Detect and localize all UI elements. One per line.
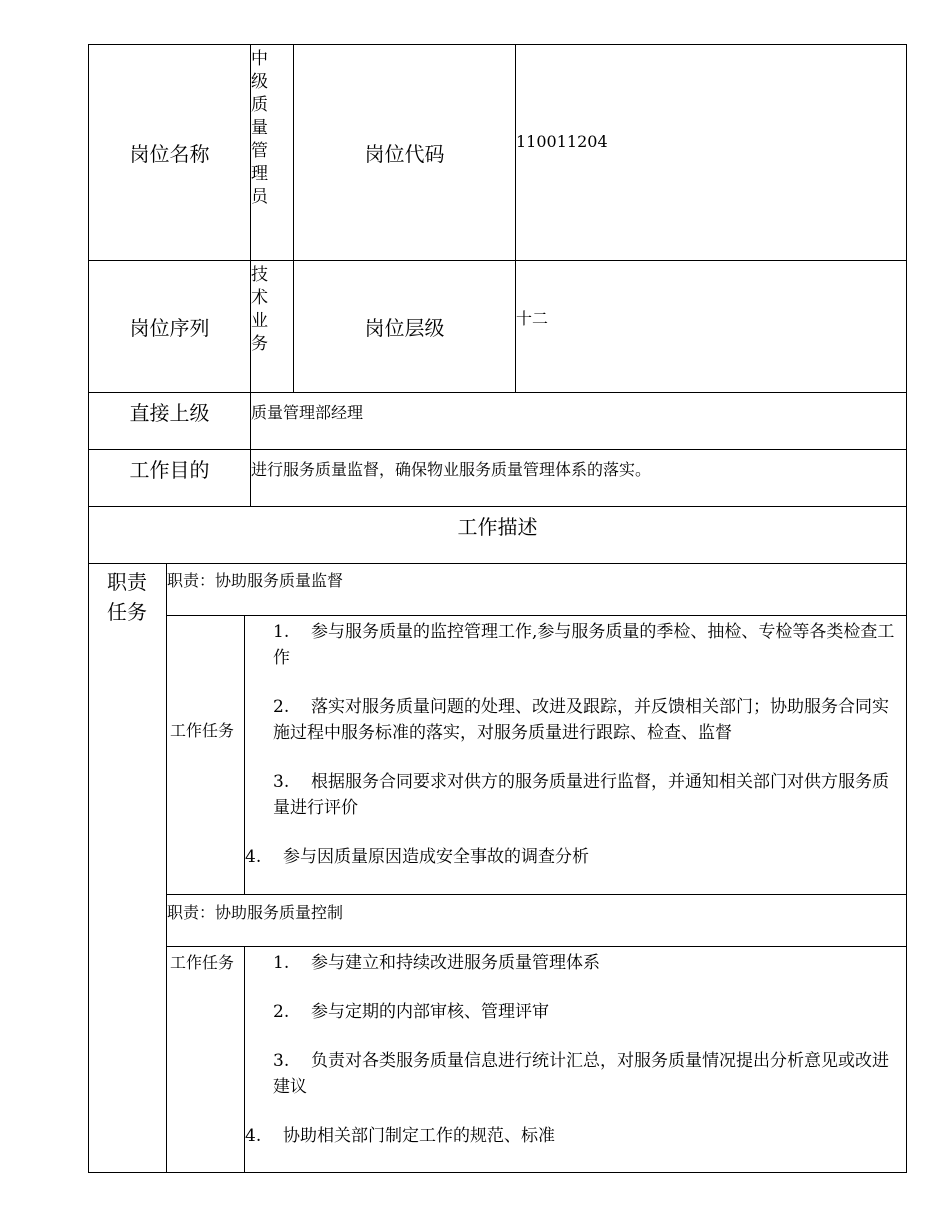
task-text: 负责对各类服务质量信息进行统计汇总，对服务质量情况提出分析意见或改进建议 [273, 1051, 889, 1097]
duties-label: 职责任务 [107, 570, 147, 624]
task-number: 4. [245, 1126, 262, 1146]
table-border-bottom [88, 1172, 907, 1173]
row-divider [166, 615, 907, 616]
task-number: 3. [273, 1051, 290, 1071]
list-item [245, 769, 897, 821]
task-number: 4. [245, 847, 262, 867]
task-text: 根据服务合同要求对供方的服务质量进行监督，并通知相关部门对供方服务质量进行评价 [273, 772, 889, 818]
purpose-value: 进行服务质量监督，确保物业服务质量管理体系的落实。 [251, 460, 652, 479]
duty-heading: 职责：协助服务质量监督 [167, 571, 344, 590]
post-series-label: 岗位序列 [129, 316, 210, 340]
row-divider [166, 946, 907, 947]
task-text: 参与因质量原因造成安全事故的调查分析 [283, 847, 589, 867]
task-number: 1. [273, 622, 290, 642]
list-item [245, 1123, 897, 1149]
list-item [245, 999, 897, 1025]
task-number: 3. [273, 772, 290, 792]
post-level-value: 十二 [516, 309, 549, 328]
purpose-label: 工作目的 [129, 457, 210, 482]
task-label: 工作任务 [170, 953, 235, 972]
list-item [245, 844, 897, 870]
task-number: 2. [273, 1002, 290, 1022]
task-text: 参与服务质量的监控管理工作,参与服务质量的季检、抽检、专检等各类检查工作 [273, 622, 895, 668]
task-text: 落实对服务质量问题的处理、改进及跟踪，并反馈相关部门；协助服务合同实施过程中服务标准的落实，对服务质量进行跟踪、检查、监督 [273, 697, 889, 743]
task-text: 协助相关部门制定工作的规范、标准 [283, 1126, 555, 1146]
list-item [245, 1048, 897, 1100]
work-description-title: 工作描述 [457, 514, 538, 539]
post-code-label: 岗位代码 [364, 142, 445, 166]
duty-heading: 职责：协助服务质量控制 [167, 903, 344, 922]
column-divider [166, 563, 167, 1173]
post-series-value: 技术业务 [251, 265, 268, 354]
task-text: 参与建立和持续改进服务质量管理体系 [311, 953, 600, 973]
post-level-label: 岗位层级 [364, 316, 445, 340]
superior-label: 直接上级 [129, 400, 210, 425]
column-divider [515, 44, 516, 393]
task-list [245, 619, 897, 893]
task-number: 1. [273, 953, 290, 973]
task-number: 2. [273, 697, 290, 717]
table-border-right [906, 44, 907, 1173]
task-list [245, 950, 897, 1172]
post-name-value: 中级质量管理员 [251, 49, 268, 207]
list-item [245, 950, 897, 976]
row-divider [166, 894, 907, 895]
task-label: 工作任务 [170, 721, 235, 740]
row-divider [88, 563, 907, 564]
list-item [245, 619, 897, 671]
list-item [245, 694, 897, 746]
task-text: 参与定期的内部审核、管理评审 [311, 1002, 549, 1022]
post-name-label: 岗位名称 [129, 142, 210, 166]
post-code-value: 110011204 [516, 132, 608, 151]
superior-value: 质量管理部经理 [251, 403, 364, 422]
